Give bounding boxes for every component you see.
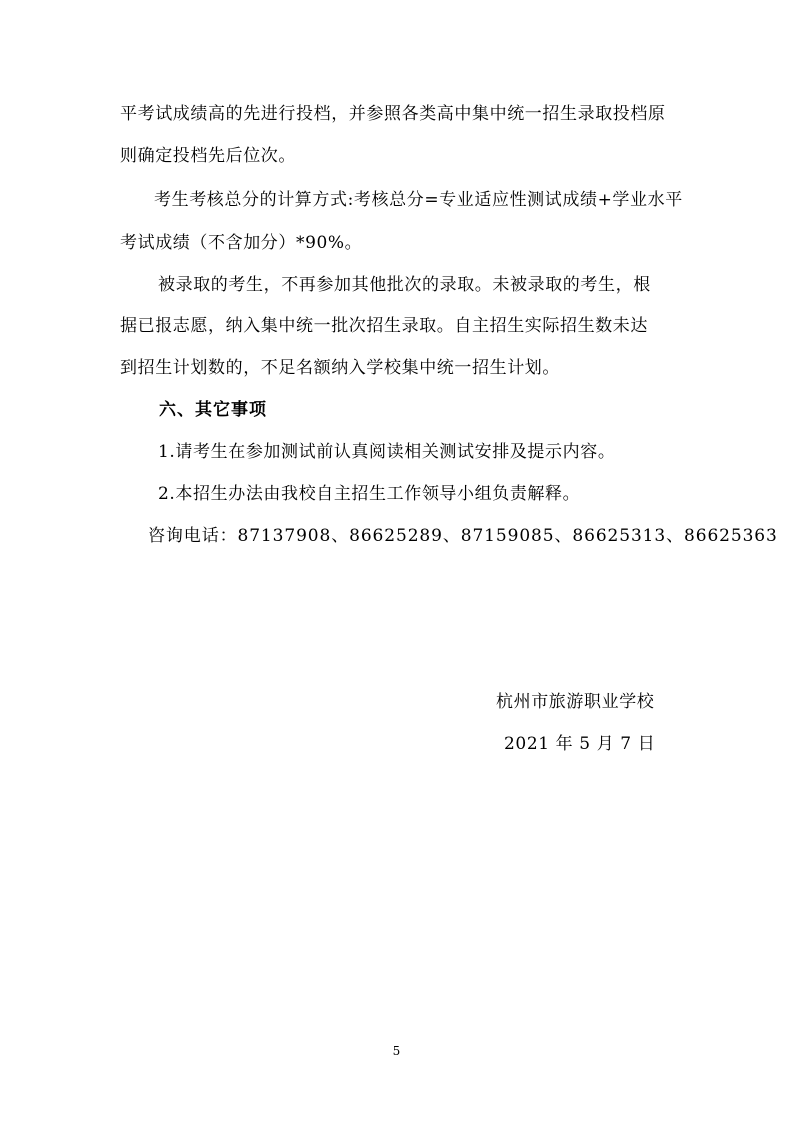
notice-item-2: 2.本招生办法由我校自主招生工作领导小组负责解释。 xyxy=(158,484,581,504)
notice-item-1: 1.请考生在参加测试前认真阅读相关测试安排及提示内容。 xyxy=(158,442,616,462)
paragraph-3-line-1: 被录取的考生，不再参加其他批次的录取。未被录取的考生，根 xyxy=(158,275,651,295)
paragraph-2-line-2: 考试成绩（不含加分）*90%。 xyxy=(120,233,363,253)
paragraph-3-line-3: 到招生计划数的，不足名额纳入学校集中统一招生计划。 xyxy=(120,358,560,378)
school-signature: 杭州市旅游职业学校 xyxy=(496,692,655,712)
signature-date: 2021 年 5 月 7 日 xyxy=(504,734,656,754)
paragraph-3-line-2: 据已报志愿，纳入集中统一批次招生录取。自主招生实际招生数未达 xyxy=(120,316,648,336)
paragraph-2-line-1: 考生考核总分的计算方式:考核总分=专业适应性测试成绩+学业水平 xyxy=(154,190,683,210)
page-number: 5 xyxy=(392,1044,401,1058)
section-heading: 六、其它事项 xyxy=(159,400,267,420)
paragraph-1-line-2: 则确定投档先后位次。 xyxy=(120,146,296,166)
paragraph-1-line-1: 平考试成绩高的先进行投档，并参照各类高中集中统一招生录取投档原 xyxy=(120,104,666,124)
contact-phone-numbers: 咨询电话：87137908、86625289、87159085、86625313、86625363 xyxy=(148,526,778,546)
